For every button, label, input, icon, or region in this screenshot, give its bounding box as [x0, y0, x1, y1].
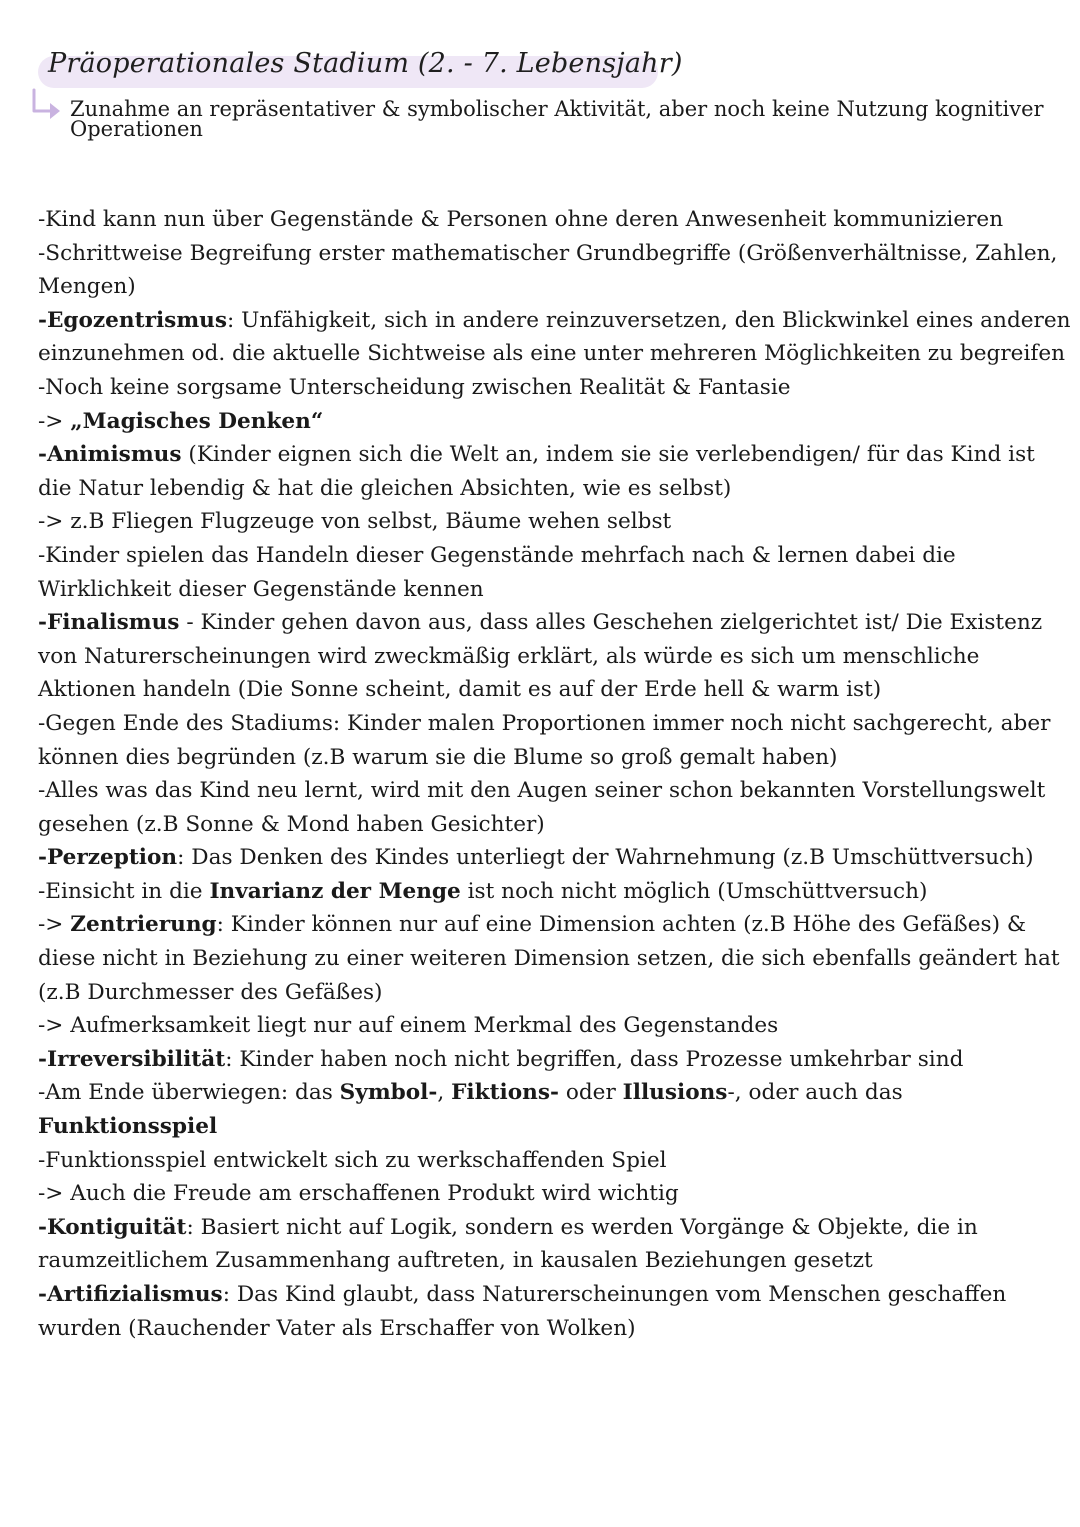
- note-line-magisches-denken: [38, 405, 1058, 439]
- note-line-animismus: [38, 438, 1058, 472]
- note-text: -, oder auch das: [727, 1080, 903, 1106]
- note-text: -Einsicht in die: [38, 878, 210, 904]
- note-line: diese nicht in Beziehung zu einer weiteren Dimension setzen, die sich ebenfalls geändert hat: [38, 946, 1060, 972]
- note-line-finalismus: [38, 606, 1058, 640]
- note-text: - Kinder gehen davon aus, dass alles Geschehen zielgerichtet ist/ Die Existenz: [179, 610, 1043, 636]
- note-text: -Am Ende überwiegen: das: [38, 1080, 340, 1106]
- term-egozentrismus: -Egozentrismus: [38, 307, 228, 333]
- note-line-artifizialismus: [38, 1278, 1058, 1312]
- note-line: -Kinder spielen das Handeln dieser Gegenstände mehrfach nach & lernen dabei die: [38, 542, 956, 568]
- term-symbol: Symbol-: [339, 1080, 438, 1106]
- note-text: : Das Kind glaubt, dass Naturerscheinungen vom Menschen geschaffen: [222, 1282, 1007, 1307]
- subtitle-line: Operationen: [70, 117, 203, 141]
- note-line: -> z.B Fliegen Flugzeuge von selbst, Bäume wehen selbst: [38, 509, 672, 535]
- term-perzeption: -Perzeption: [38, 845, 178, 871]
- note-line: (z.B Durchmesser des Gefäßes): [38, 979, 383, 1005]
- note-line-zentrierung: [38, 908, 1058, 942]
- term-artifizialismus: -Artifizialismus: [38, 1282, 223, 1307]
- note-text: : Unfähigkeit, sich in andere reinzuversetzen, den Blickwinkel eines anderen: [227, 307, 1071, 333]
- page-title-block: [38, 48, 683, 79]
- note-text: ist noch nicht möglich (Umschüttversuch): [460, 878, 928, 904]
- note-line-invarianz: [38, 875, 1058, 909]
- note-line: -> Auch die Freude am erschaffenen Produkt wird wichtig: [38, 1181, 679, 1207]
- note-line: -> Aufmerksamkeit liegt nur auf einem Merkmal des Gegenstandes: [38, 1013, 779, 1039]
- page-title: Präoperationales Stadium (2. - 7. Lebensjahr): [48, 48, 683, 79]
- note-line: -Noch keine sorgsame Unterscheidung zwischen Realität & Fantasie: [38, 374, 791, 400]
- term-kontiguitaet: -Kontiguität: [38, 1214, 187, 1240]
- note-line-funktionsspiel: [38, 1110, 1058, 1144]
- note-line: gesehen (z.B Sonne & Mond haben Gesichter): [38, 811, 545, 837]
- note-line-perzeption: [38, 841, 1058, 875]
- note-text: : Kinder haben noch nicht begriffen, dass Prozesse umkehrbar sind: [225, 1046, 964, 1072]
- note-line: Wirklichkeit dieser Gegenstände kennen: [38, 576, 484, 602]
- note-line: Mengen): [38, 274, 136, 300]
- term-fiktions: Fiktions-: [451, 1080, 559, 1106]
- note-text: : Basiert nicht auf Logik, sondern es werden Vorgänge & Objekte, die in: [186, 1214, 978, 1240]
- note-line: -Schrittweise Begreifung erster mathematischer Grundbegriffe (Größenverhältnisse, Zahlen,: [38, 240, 1058, 266]
- note-prefix: ->: [38, 912, 71, 938]
- subtitle-line: Zunahme an repräsentativer & symbolischer Aktivität, aber noch keine Nutzung kognitiver: [70, 97, 1044, 121]
- note-text: : Das Denken des Kindes unterliegt der Wahrnehmung (z.B Umschüttversuch): [177, 845, 1034, 871]
- note-line: -Gegen Ende des Stadiums: Kinder malen Proportionen immer noch nicht sachgerecht, aber: [38, 710, 1051, 736]
- note-line: einzunehmen od. die aktuelle Sichtweise als eine unter mehreren Möglichkeiten zu begreifen: [38, 341, 1066, 367]
- term-illusions: Illusions: [622, 1080, 728, 1106]
- note-line: die Natur lebendig & hat die gleichen Absichten, wie es selbst): [38, 475, 732, 501]
- note-text: ,: [437, 1080, 452, 1106]
- notes-body: [38, 203, 1071, 1345]
- note-line: raumzeitlichem Zusammenhang auftreten, in kausalen Beziehungen gesetzt: [38, 1248, 873, 1274]
- term-finalismus: -Finalismus: [38, 610, 180, 636]
- term-animismus: -Animismus: [38, 442, 182, 468]
- term-magisches-denken: „Magisches Denken“: [70, 408, 324, 434]
- term-zentrierung: Zentrierung: [70, 912, 217, 938]
- note-line-egozentrismus: [38, 304, 1071, 338]
- note-line-spielformen: [38, 1076, 1058, 1110]
- note-line-kontiguitaet: [38, 1211, 1058, 1245]
- note-text: oder: [558, 1080, 623, 1106]
- note-line: können dies begründen (z.B warum sie die Blume so groß gemalt haben): [38, 744, 838, 770]
- note-text: (Kinder eignen sich die Welt an, indem sie sie verlebendigen/ für das Kind ist: [181, 442, 1035, 468]
- term-irreversibilitaet: -Irreversibilität: [38, 1046, 226, 1072]
- note-text: : Kinder können nur auf eine Dimension achten (z.B Höhe des Gefäßes) &: [216, 912, 1027, 938]
- note-line: wurden (Rauchender Vater als Erschaffer von Wolken): [38, 1315, 636, 1341]
- note-prefix: ->: [38, 408, 71, 434]
- note-line: von Naturerscheinungen wird zweckmäßig erklärt, als würde es sich um menschliche: [38, 643, 980, 669]
- note-line: -Alles was das Kind neu lernt, wird mit den Augen seiner schon bekannten Vorstellungswelt: [38, 778, 1046, 804]
- term-invarianz-der-menge: Invarianz der Menge: [209, 878, 461, 904]
- note-line: -Kind kann nun über Gegenstände & Personen ohne deren Anwesenheit kommunizieren: [38, 207, 1004, 232]
- note-line-irreversibilitaet: [38, 1043, 1058, 1077]
- turn-right-arrow-icon: [30, 88, 64, 120]
- term-funktionsspiel: Funktionsspiel: [38, 1114, 218, 1140]
- note-line: Aktionen handeln (Die Sonne scheint, damit es auf der Erde hell & warm ist): [38, 677, 882, 703]
- subtitle: [70, 99, 1060, 139]
- note-line: -Funktionsspiel entwickelt sich zu werkschaffenden Spiel: [38, 1147, 667, 1173]
